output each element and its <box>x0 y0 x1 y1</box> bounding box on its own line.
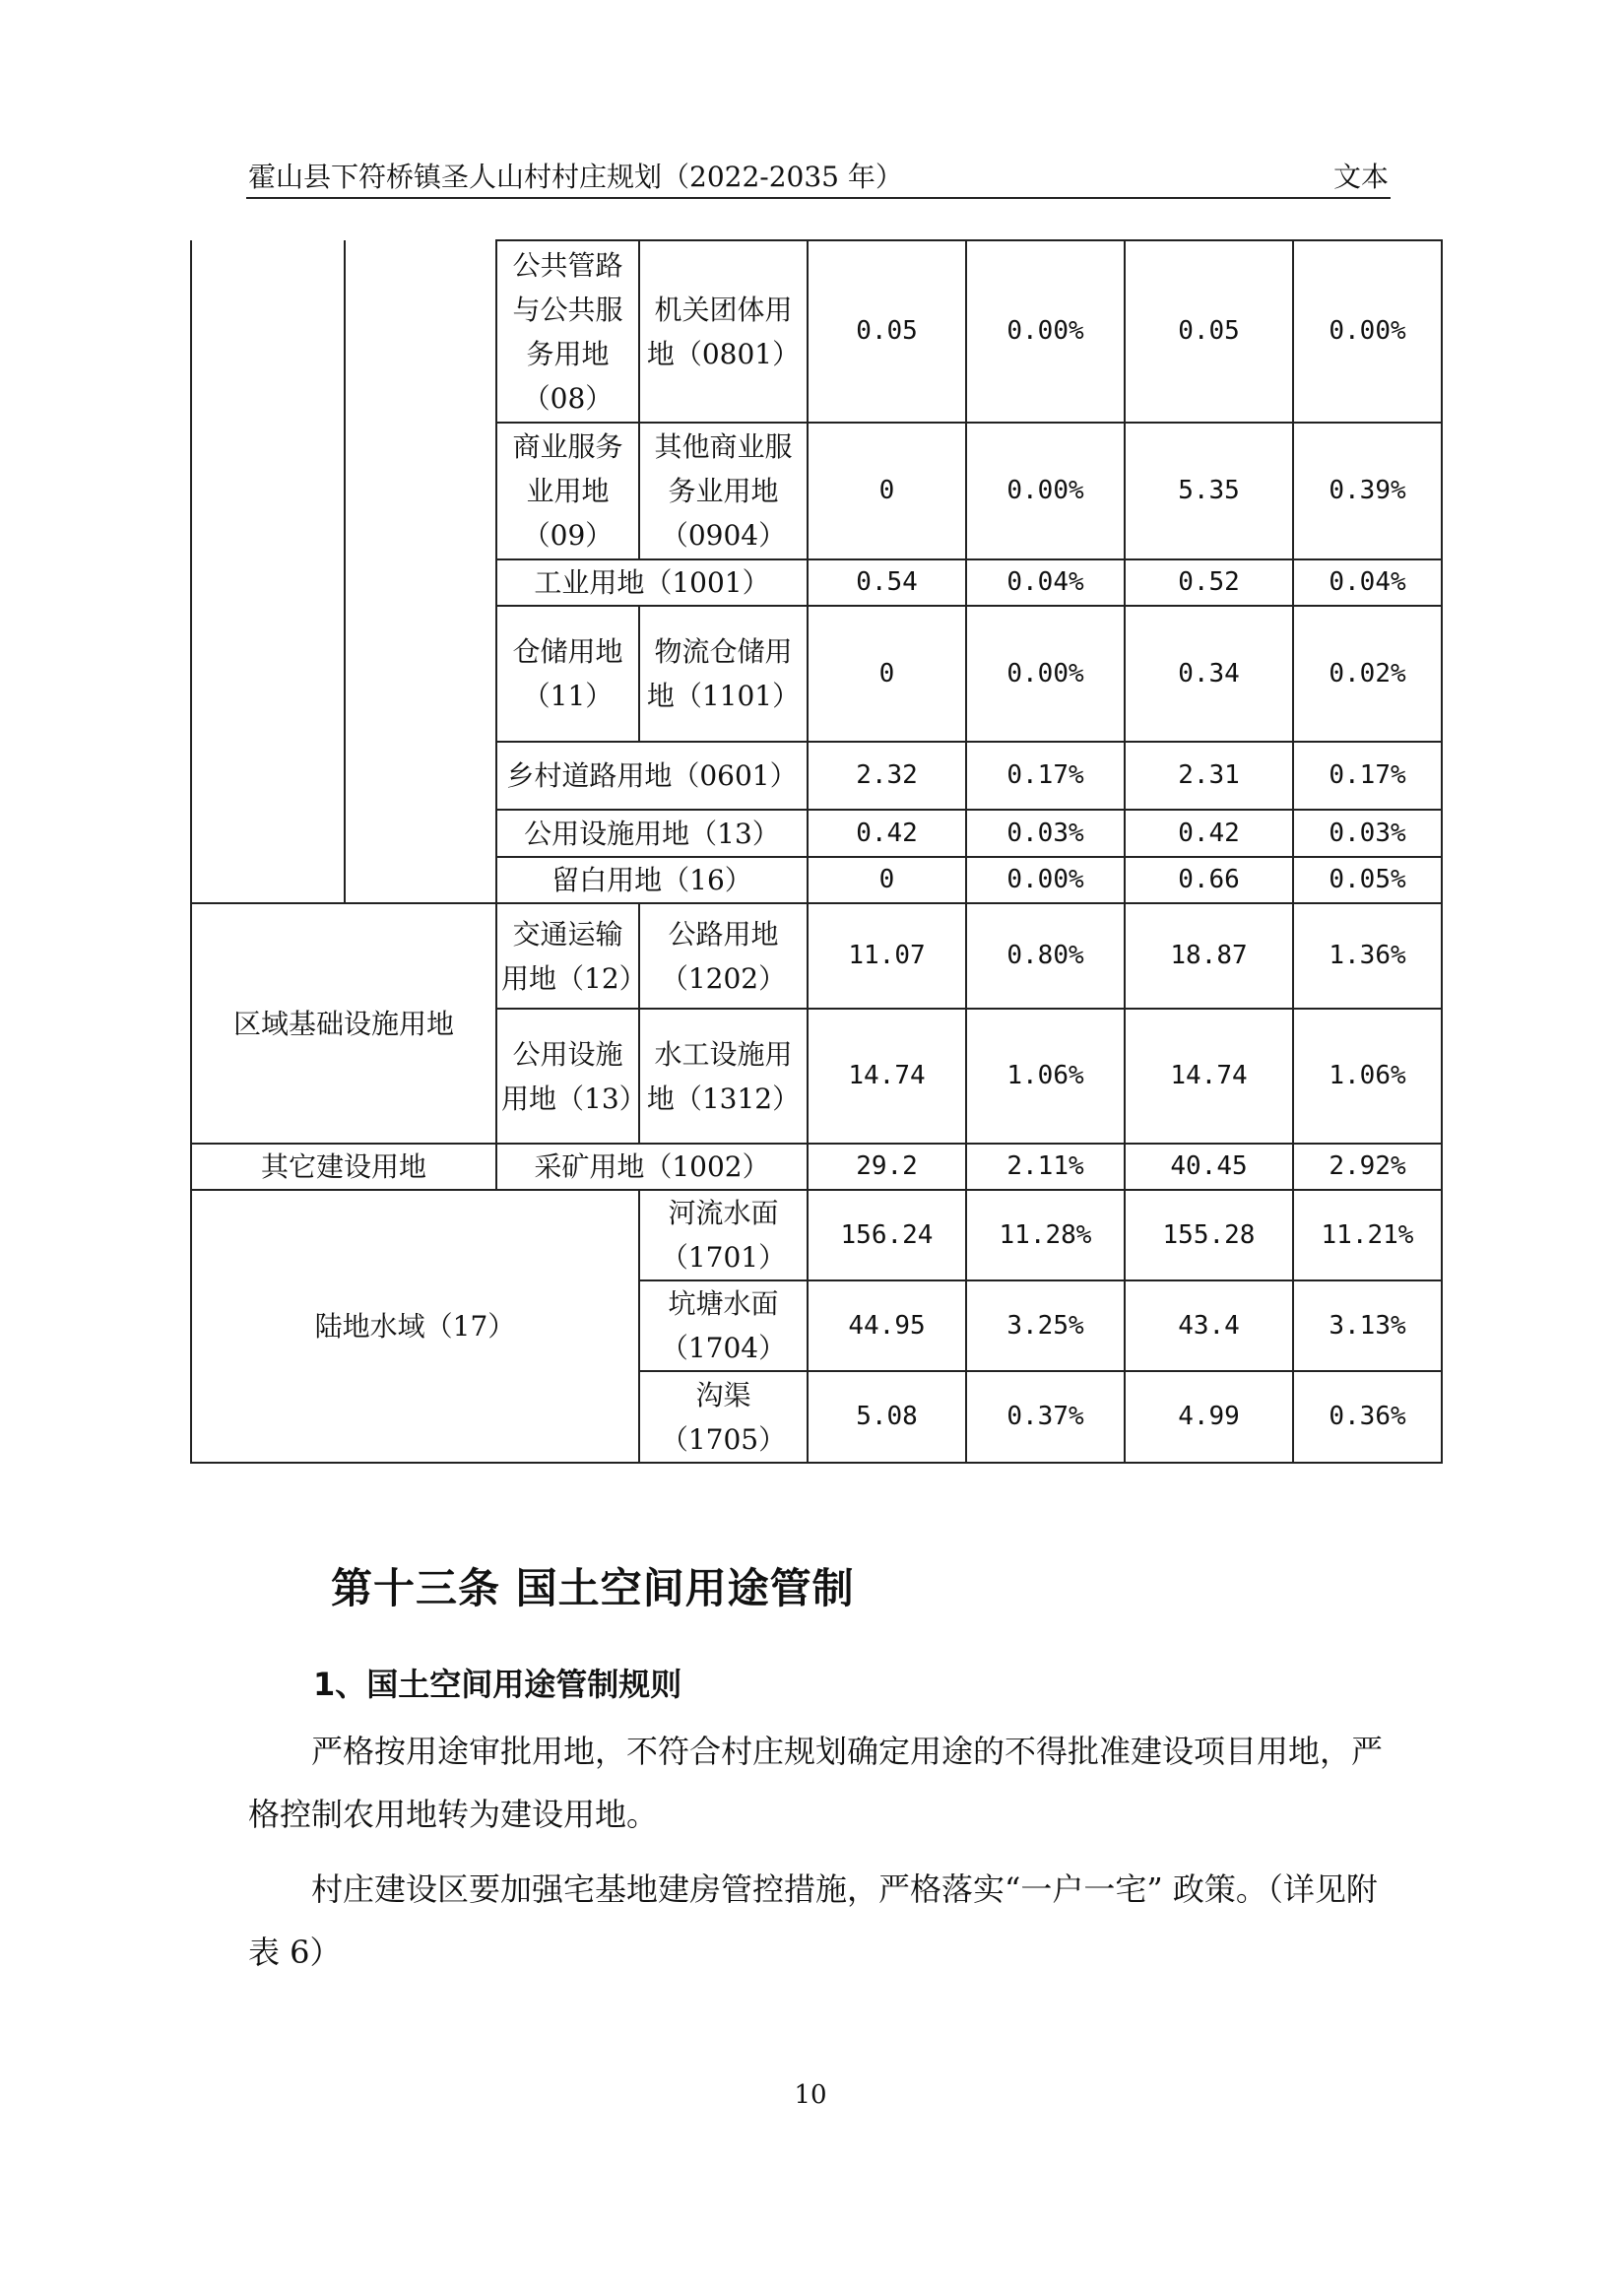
blank-cell <box>191 240 345 903</box>
table-cell-category: 交通运输用地（12） <box>496 903 639 1009</box>
table-cell-percent: 0.39% <box>1293 423 1442 559</box>
table-cell-percent: 0.37% <box>966 1371 1125 1463</box>
table-cell-percent: 0.03% <box>966 810 1125 857</box>
table-cell-group: 陆地水域（17） <box>191 1190 639 1463</box>
table-cell-percent: 2.92% <box>1293 1144 1442 1190</box>
table-cell-percent: 1.36% <box>1293 903 1442 1009</box>
table-row <box>191 1144 1442 1190</box>
table-cell-subcategory: 坑塘水面（1704） <box>639 1280 808 1371</box>
table-cell-group: 其它建设用地 <box>191 1144 496 1190</box>
blank-cell <box>345 240 496 903</box>
table-cell-value: 11.07 <box>808 903 966 1009</box>
page-header <box>246 158 1391 199</box>
table-cell-value: 0.42 <box>1125 810 1293 857</box>
table-cell-value: 0.34 <box>1125 606 1293 742</box>
section-title: 第十三条 国土空间用途管制 <box>331 1564 855 1612</box>
table-cell-percent: 1.06% <box>1293 1009 1442 1144</box>
table-cell-value: 44.95 <box>808 1280 966 1371</box>
table-cell-category: 商业服务业用地（09） <box>496 423 639 559</box>
land-use-table <box>190 239 1443 1464</box>
table-cell-category: 公用设施用地（13） <box>496 810 808 857</box>
table-cell-category: 乡村道路用地（0601） <box>496 742 808 810</box>
page-number: 10 <box>794 2080 827 2110</box>
table-cell-percent: 0.02% <box>1293 606 1442 742</box>
table-row <box>191 240 1442 423</box>
table-cell-percent: 0.00% <box>1293 240 1442 423</box>
table-cell-value: 0.66 <box>1125 857 1293 903</box>
table-cell-percent: 0.05% <box>1293 857 1442 903</box>
table-cell-subcategory: 物流仓储用地（1101） <box>639 606 808 742</box>
table-row <box>191 903 1442 1009</box>
table-cell-value: 18.87 <box>1125 903 1293 1009</box>
table-cell-category: 工业用地（1001） <box>496 559 808 606</box>
table-cell-subcategory: 河流水面（1701） <box>639 1190 808 1280</box>
table-cell-category: 仓储用地（11） <box>496 606 639 742</box>
table-cell-percent: 0.80% <box>966 903 1125 1009</box>
table-cell-value: 5.08 <box>808 1371 966 1463</box>
table-cell-percent: 0.00% <box>966 857 1125 903</box>
table-cell-value: 0.05 <box>808 240 966 423</box>
table-cell-percent: 2.11% <box>966 1144 1125 1190</box>
table-cell-percent: 0.36% <box>1293 1371 1442 1463</box>
table-cell-value: 156.24 <box>808 1190 966 1280</box>
table-cell-category: 公共管路与公共服务用地（08） <box>496 240 639 423</box>
table-cell-value: 5.35 <box>1125 423 1293 559</box>
table-cell-value: 14.74 <box>1125 1009 1293 1144</box>
table-cell-percent: 0.00% <box>966 240 1125 423</box>
table-cell-percent: 11.21% <box>1293 1190 1442 1280</box>
header-doc-type: 文本 <box>1332 161 1389 193</box>
table-cell-value: 155.28 <box>1125 1190 1293 1280</box>
table-cell-value: 43.4 <box>1125 1280 1293 1371</box>
table-cell-percent: 3.25% <box>966 1280 1125 1371</box>
table-cell-percent: 1.06% <box>966 1009 1125 1144</box>
table-cell-subcategory: 其他商业服务业用地（0904） <box>639 423 808 559</box>
table-cell-value: 0 <box>808 857 966 903</box>
table-cell-percent: 0.04% <box>966 559 1125 606</box>
table-cell-value: 14.74 <box>808 1009 966 1144</box>
table-cell-percent: 11.28% <box>966 1190 1125 1280</box>
table-row <box>191 1190 1442 1280</box>
table-cell-percent: 0.03% <box>1293 810 1442 857</box>
table-cell-value: 0.05 <box>1125 240 1293 423</box>
table-cell-value: 0.52 <box>1125 559 1293 606</box>
table-cell-value: 0.54 <box>808 559 966 606</box>
subsection-title: 1、国土空间用途管制规则 <box>313 1666 682 1703</box>
table-cell-subcategory: 公路用地（1202） <box>639 903 808 1009</box>
table-cell-category: 采矿用地（1002） <box>496 1144 808 1190</box>
table-cell-category: 公用设施用地（13） <box>496 1009 639 1144</box>
table-cell-percent: 0.00% <box>966 423 1125 559</box>
table-cell-percent: 0.17% <box>1293 742 1442 810</box>
table-cell-value: 0 <box>808 606 966 742</box>
header-title: 霍山县下符桥镇圣人山村村庄规划（2022-2035 年） <box>248 161 903 193</box>
table-cell-group: 区域基础设施用地 <box>191 903 496 1144</box>
table-cell-percent: 0.00% <box>966 606 1125 742</box>
table-cell-percent: 0.04% <box>1293 559 1442 606</box>
body-paragraph: 村庄建设区要加强宅基地建房管控措施，严格落实“一户一宅” 政策。（详见附表 6） <box>248 1870 1378 1971</box>
table-cell-percent: 3.13% <box>1293 1280 1442 1371</box>
body-paragraph: 严格按用途审批用地，不符合村庄规划确定用途的不得批准建设项目用地，严格控制农用地转为建设用地。 <box>248 1733 1384 1833</box>
table-cell-subcategory: 机关团体用地（0801） <box>639 240 808 423</box>
table-cell-value: 4.99 <box>1125 1371 1293 1463</box>
table-cell-value: 40.45 <box>1125 1144 1293 1190</box>
table-cell-value: 29.2 <box>808 1144 966 1190</box>
table-cell-value: 2.32 <box>808 742 966 810</box>
table-cell-category: 留白用地（16） <box>496 857 808 903</box>
table-cell-value: 0.42 <box>808 810 966 857</box>
table-cell-value: 2.31 <box>1125 742 1293 810</box>
table-cell-percent: 0.17% <box>966 742 1125 810</box>
table-cell-subcategory: 水工设施用地（1312） <box>639 1009 808 1144</box>
table-cell-value: 0 <box>808 423 966 559</box>
table-cell-subcategory: 沟渠（1705） <box>639 1371 808 1463</box>
